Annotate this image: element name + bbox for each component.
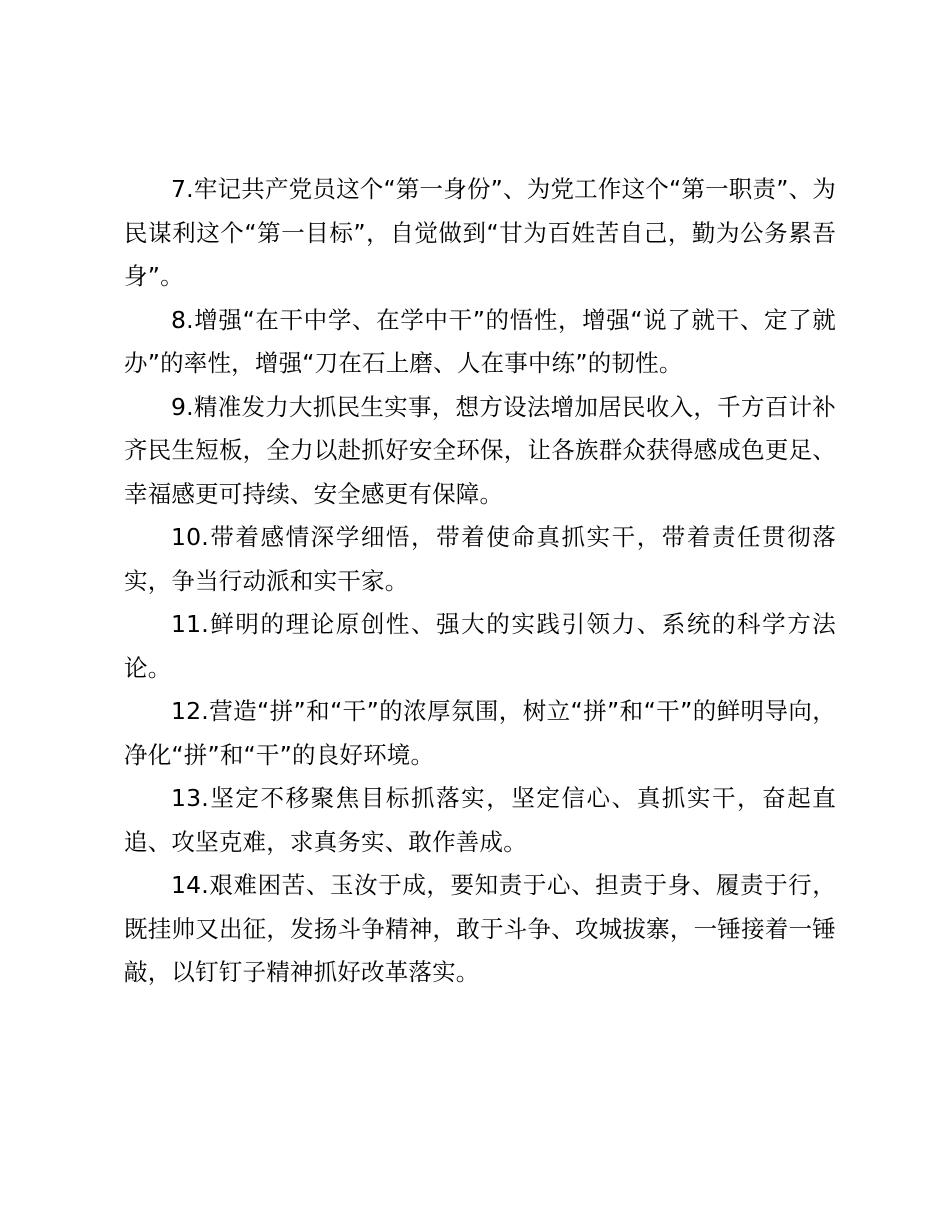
document-body [124, 168, 836, 995]
paragraph-7: 7.牢记共产党员这个“第一身份”、为党工作这个“第一职责”、为民谋利这个“第一目标”，自觉做到“甘为百姓苦自己，勤为公务累吾身”。 [124, 175, 836, 290]
paragraph-13: 13.坚定不移聚焦目标抓落实，坚定信心、真抓实干，奋起直追、攻坚克难，求真务实、敢作善成。 [124, 784, 836, 856]
paragraph-12: 12.营造“拼”和“干”的浓厚氛围，树立“拼”和“干”的鲜明导向，净化“拼”和“干”的良好环境。 [124, 697, 836, 769]
paragraph-10: 10.带着感情深学细悟，带着使命真抓实干，带着责任贯彻落实，争当行动派和实干家。 [124, 523, 836, 595]
paragraph-9: 9.精准发力大抓民生实事，想方设法增加居民收入，千方百计补齐民生短板，全力以赴抓好安全环保，让各族群众获得感成色更足、幸福感更可持续、安全感更有保障。 [124, 392, 836, 508]
paragraph-11: 11.鲜明的理论原创性、强大的实践引领力、系统的科学方法论。 [124, 610, 836, 682]
paragraph-14: 14.艰难困苦、玉汝于成，要知责于心、担责于身、履责于行，既挂帅又出征，发扬斗争精神，敢于斗争、攻城拔寨，一锤接着一锤敲，以钉钉子精神抓好改革落实。 [124, 871, 836, 986]
paragraph-8: 8.增强“在干中学、在学中干”的悟性，增强“说了就干、定了就办”的率性，增强“刀在石上磨、人在事中练”的韧性。 [124, 305, 836, 377]
